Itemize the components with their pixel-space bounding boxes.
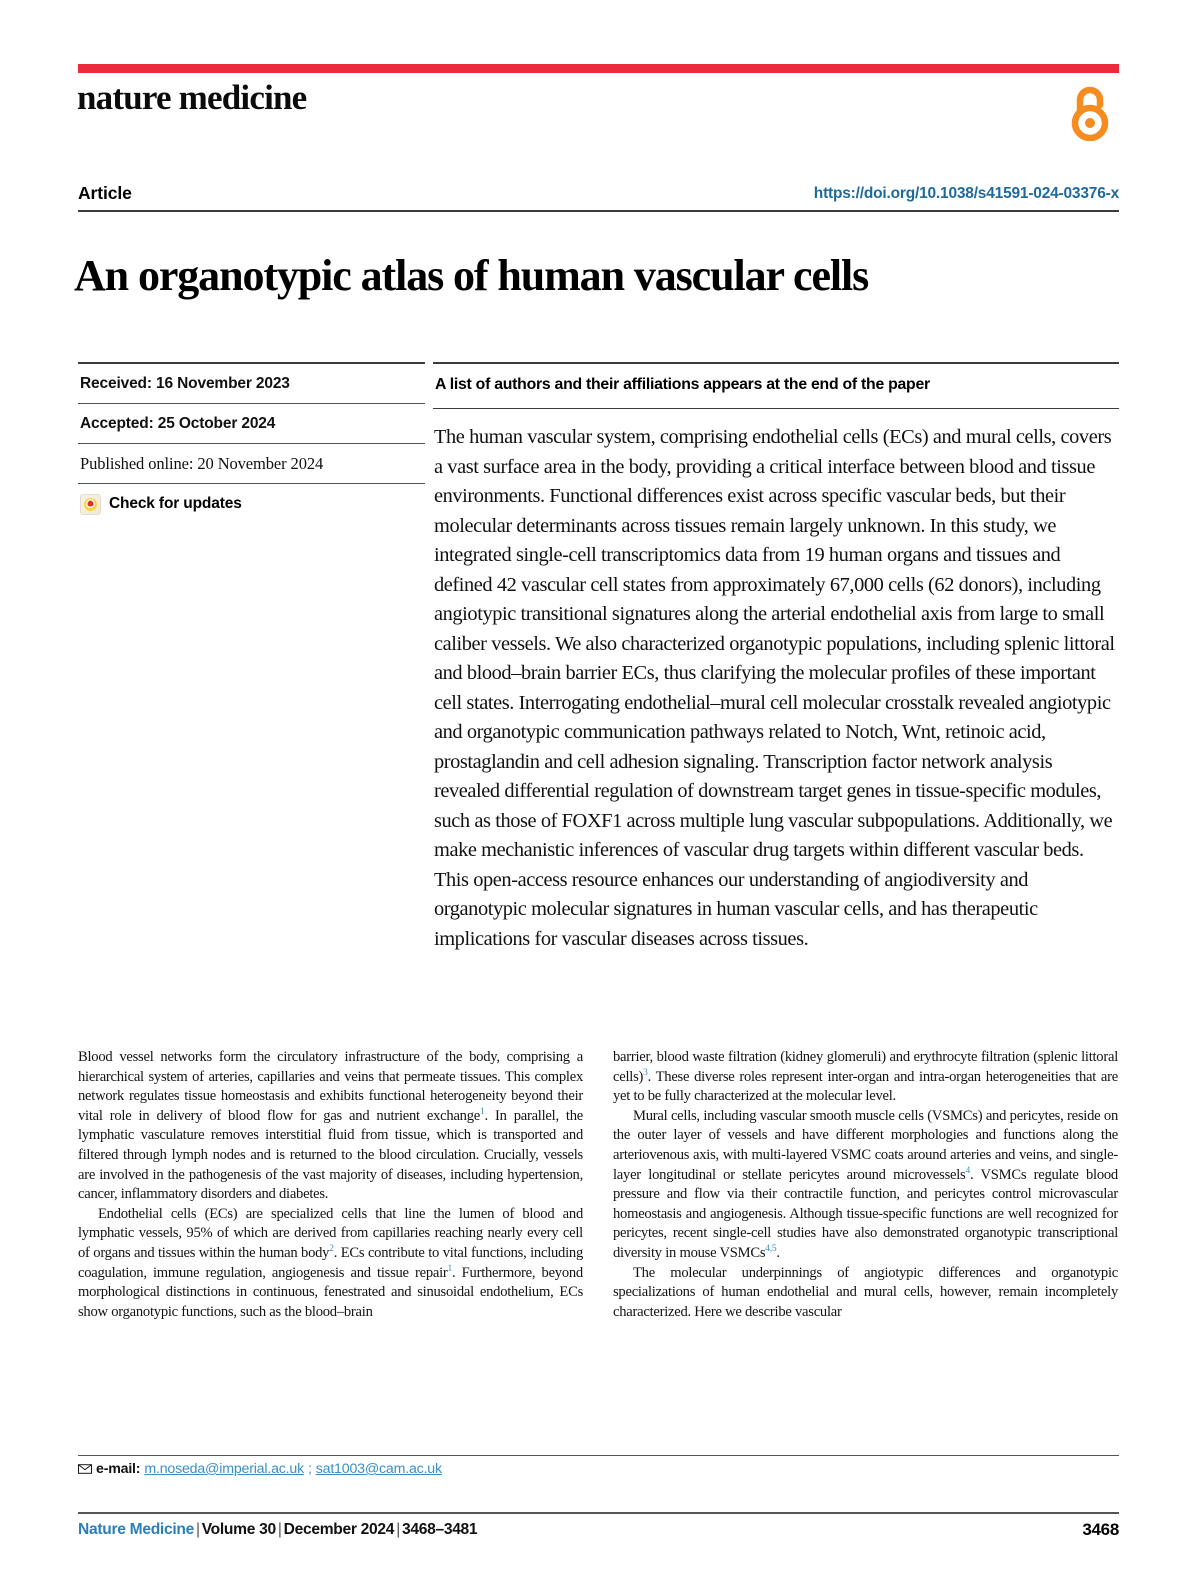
article-metadata-column [78, 362, 425, 515]
journal-citation [78, 1521, 477, 1539]
reference-superscript[interactable]: 1 [447, 1263, 453, 1274]
journal-logo: nature medicine [77, 78, 307, 117]
check-for-updates-label: Check for updates [109, 495, 242, 512]
paragraph-text: Mural cells, including vascular smooth muscle cells (VSMCs) and pericytes, reside on the outer layer of vessels and have different morphologies and functions along the arteriovenous axis, with multi-layered VSMC coats around arteries and veins, and single-layer longitudinal or stellate pericytes around microvessels [613, 1107, 1118, 1183]
authors-affiliations-note: A list of authors and their affiliations appears at the end of the paper [435, 375, 930, 393]
citation-separator: | [277, 1521, 282, 1538]
envelope-icon [78, 1464, 92, 1474]
received-date: Received: 16 November 2023 [80, 374, 290, 392]
paragraph-text: barrier, blood waste filtration (kidney glomeruli) and erythrocyte filtration (splenic littoral cells) [613, 1049, 1118, 1085]
paragraph-text: . VSMCs regulate blood pressure and flow via their contractile function, and pericytes control microvascular homeostasis and angiogenesis. Although tissue-specific functions are well recognized for pericytes, recent single-cell studies have also demonstrated organotypic transcriptional diversity in mouse VSMCs [613, 1166, 1118, 1261]
paragraph-intro-1 [78, 1048, 583, 1205]
doi-link[interactable]: https://doi.org/10.1038/s41591-024-03376-x [813, 185, 1119, 202]
reference-superscript[interactable]: 2 [329, 1244, 334, 1255]
email-separator: ; [307, 1461, 312, 1477]
email-link-primary[interactable]: m.noseda@imperial.ac.uk [144, 1461, 304, 1477]
reference-superscript[interactable]: 1 [480, 1106, 485, 1117]
reference-superscript[interactable]: 4 [965, 1165, 970, 1176]
citation-separator: | [195, 1521, 200, 1538]
abstract-column [433, 362, 1119, 954]
paragraph-text: . [776, 1244, 780, 1261]
paragraph-text: Endothelial cells (ECs) are specialized cells that line the lumen of blood and lymphatic vessels, 95% of which are derived from capillaries reaching nearly every cell of organs and tissues within the human body [78, 1205, 583, 1261]
body-columns [78, 1048, 1119, 1322]
check-for-updates-button[interactable] [78, 484, 425, 515]
paragraph-text: . Furthermore, beyond morphological distinctions in continuous, fenestrated and sinusoidal endothelium, ECs show organotypic functions, such as the blood–brain [78, 1264, 583, 1320]
footer-bottom-divider [78, 1512, 1119, 1514]
page-range: 3468–3481 [401, 1521, 478, 1538]
reference-superscript[interactable]: 4,5 [765, 1244, 777, 1255]
citation-separator: | [396, 1521, 400, 1538]
header-divider [78, 210, 1119, 212]
article-type-label: Article [78, 183, 132, 203]
open-access-lock-icon [1068, 83, 1112, 141]
accepted-date: Accepted: 25 October 2024 [80, 414, 276, 432]
correspondence-line [78, 1461, 442, 1477]
paragraph-text: . In parallel, the lymphatic vasculature removes interstitial fluid from tissue, which is transported and filtered through lymph nodes and is returned to the blood circulation. Crucially, vessels are involved in the pathogenesis of the vast majority of diseases, including hypertension, cancer, inflammatory disorders and diabetes. [78, 1107, 583, 1203]
journal-name: Nature Medicine [78, 1521, 194, 1538]
paragraph-intro-4 [613, 1107, 1118, 1264]
page-title: An organotypic atlas of human vascular cells [74, 251, 869, 301]
abstract-text: The human vascular system, comprising endothelial cells (ECs) and mural cells, covers a vast surface area in the body, providing a critical interface between blood and tissue environments. Functional differences exist across specific vascular beds, but their molecular determinants across tissues remain largely unknown. In this study, we integrated single-cell transcriptomics data from 19 human organs and tissues and defined 42 vascular cell states from approximately 67,000 cells (62 donors), including angiotypic transitional signatures along the arterial endothelial axis from large to small caliber vessels. We also characterized organotypic populations, including splenic littoral and blood–brain barrier ECs, thus clarifying the molecular profiles of these important cell states. Interrogating endothelial–mural cell molecular crosstalk revealed angiotypic and organotypic communication pathways related to Notch, Wnt, retinoic acid, prostaglandin and cell adhesion signaling. Transcription factor network analysis revealed differential regulation of downstream target genes in tissue-specific modules, such as those of FOXF1 across multiple lung vascular subpopulations. Additionally, we make mechanistic inferences of vascular drug targets within different vascular beds. This open-access resource enhances our understanding of angiodiversity and organotypic molecular signatures in human vascular cells, and has therapeutic implications for vascular diseases across tissues. [434, 426, 1115, 950]
page-number: 3468 [1082, 1520, 1119, 1539]
paragraph-text: Blood vessel networks form the circulatory infrastructure of the body, comprising a hierarchical system of arteries, capillaries and veins that permeate tissues. This complex network regulates tissue homeostasis and exhibits functional heterogeneity beyond their vital role in delivery of blood flow for gas and nutrient exchange [78, 1049, 583, 1124]
email-link-secondary[interactable]: sat1003@cam.ac.uk [315, 1461, 442, 1477]
body-column-left [78, 1048, 583, 1322]
crossmark-icon [80, 494, 101, 515]
paragraph-text: . These diverse roles represent inter-organ and intra-organ heterogeneities that are yet to be fully characterized at the molecular level. [613, 1068, 1118, 1105]
email-label: e-mail: [96, 1461, 141, 1477]
masthead-accent-bar [78, 64, 1119, 73]
reference-superscript[interactable]: 3 [643, 1067, 648, 1078]
volume-label: Volume 30 [201, 1521, 276, 1538]
issue-date: December 2024 [283, 1521, 395, 1538]
paragraph-intro-2 [78, 1205, 583, 1323]
paragraph-intro-5: The molecular underpinnings of angiotypic differences and organotypic specializations of human endothelial and mural cells, however, remain incompletely characterized. Here we describe vascular [613, 1264, 1118, 1320]
paragraph-intro-3 [613, 1048, 1118, 1107]
published-online-date: Published online: 20 November 2024 [80, 453, 324, 473]
paragraph-text: . ECs contribute to vital functions, including coagulation, immune regulation, angiogenesis and tissue repair [78, 1244, 583, 1281]
body-column-right [613, 1048, 1118, 1322]
footer-divider [78, 1455, 1119, 1456]
